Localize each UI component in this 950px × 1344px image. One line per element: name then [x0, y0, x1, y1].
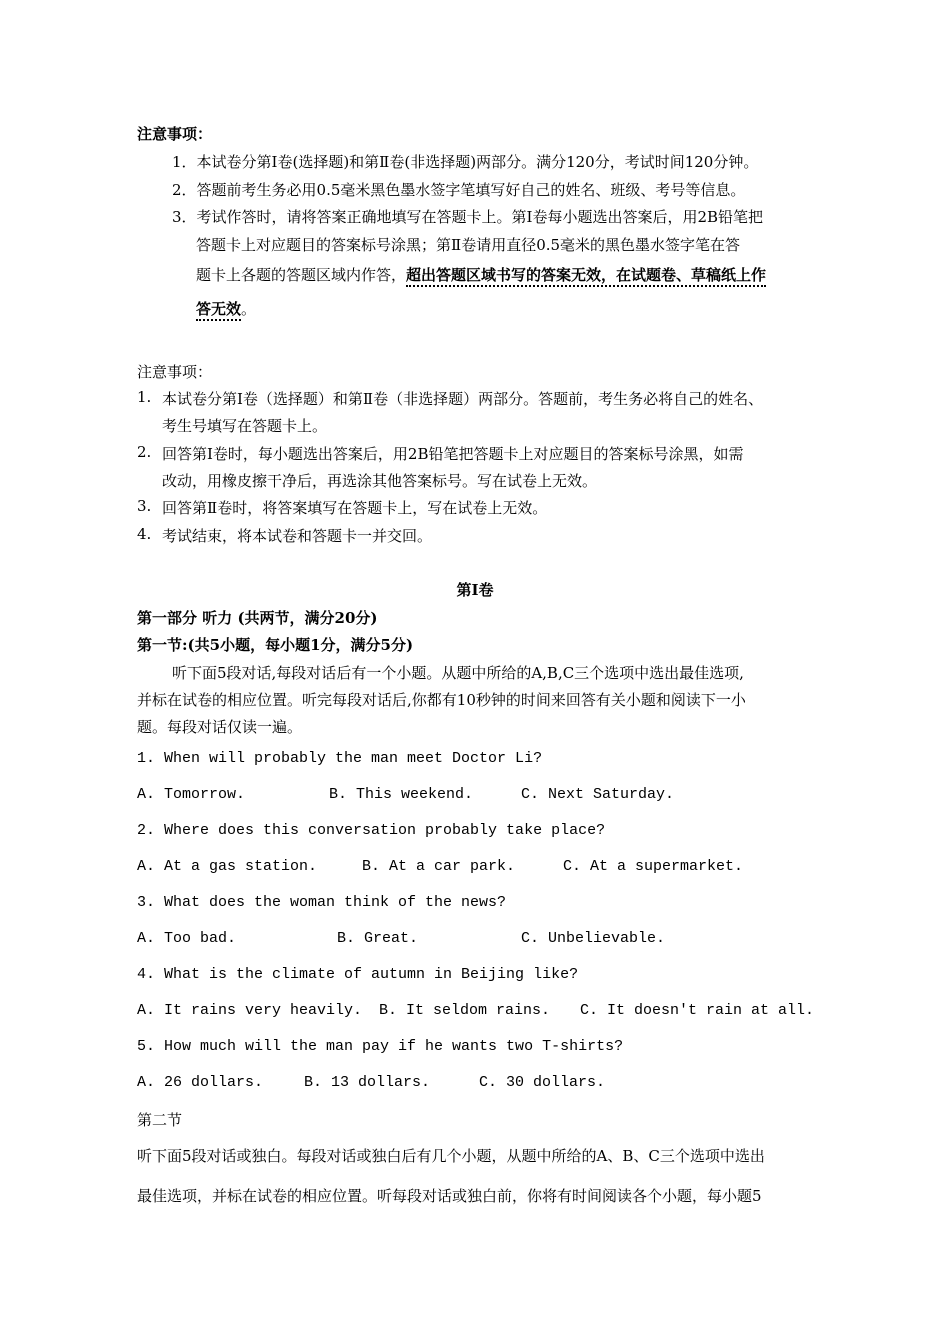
notice2-item-4-num: 4. [137, 525, 152, 543]
section1-title: 第一节:(共5小题，每小题1分，满分5分) [137, 636, 414, 654]
notice1-item-1: 1．本试卷分第Ⅰ卷(选择题)和第Ⅱ卷(非选择题)两部分。满分120分，考试时间120分钟。 [172, 153, 759, 171]
notice2-item-2-num: 2. [137, 443, 152, 461]
section2-intro-line2: 最佳选项，并标在试卷的相应位置。听每段对话或独白前，你将有时间阅读各个小题，每小题5 [137, 1187, 762, 1205]
notice1-item-3-line4 [196, 298, 256, 319]
question-4-option-a: A. It rains very heavily. [137, 1002, 363, 1019]
notice1-title: 注意事项： [137, 125, 213, 143]
part1-title: 第一部分 听力 (共两节，满分20分) [137, 609, 378, 627]
question-1-option-b: B. This weekend. [329, 786, 474, 803]
question-2-option-b: B. At a car park. [362, 858, 516, 875]
notice1-emphasis-1: 超出答题区域书写的答案无效，在试题卷、草稿纸上作 [406, 266, 766, 287]
volume-title: 第Ⅰ卷 [456, 581, 494, 599]
notice2-item-1-line2: 考生号填写在答题卡上。 [162, 417, 328, 435]
notice1-item-3-end: 。 [241, 300, 257, 318]
question-1: 1. When will probably the man meet Doctor Li? [137, 750, 543, 767]
notice2-item-4-line1: 考试结束，将本试卷和答题卡一并交回。 [162, 527, 433, 545]
question-3-option-c: C. Unbelievable. [521, 930, 666, 947]
question-5-option-b: B. 13 dollars. [304, 1074, 431, 1091]
question-4-option-c: C. It doesn't rain at all. [580, 1002, 815, 1019]
notice1-item-3: 3．考试作答时，请将答案正确地填写在答题卡上。第Ⅰ卷每小题选出答案后，用2B铅笔把 [172, 208, 764, 226]
section2-intro-line1: 听下面5段对话或独白。每段对话或独白后有几个小题，从题中所给的A、B、C三个选项中选出 [137, 1147, 765, 1165]
notice1-item-2: 2．答题前考生务必用0.5毫米黑色墨水签字笔填写好自己的姓名、班级、考号等信息。 [172, 181, 746, 199]
question-2: 2. Where does this conversation probably take place? [137, 822, 606, 839]
question-4: 4. What is the climate of autumn in Beijing like? [137, 966, 579, 983]
question-3-option-b: B. Great. [337, 930, 419, 947]
notice1-item-3-line3 [196, 264, 766, 285]
question-2-option-c: C. At a supermarket. [563, 858, 744, 875]
question-4-option-b: B. It seldom rains. [379, 1002, 551, 1019]
question-3: 3. What does the woman think of the news? [137, 894, 507, 911]
notice1-item-3-line2: 答题卡上对应题目的答案标号涂黑；第Ⅱ卷请用直径0.5毫米的黑色墨水签字笔在答 [196, 236, 741, 254]
notice2-item-2-line2: 改动，用橡皮擦干净后，再选涂其他答案标号。写在试卷上无效。 [162, 472, 598, 490]
question-5-option-c: C. 30 dollars. [479, 1074, 606, 1091]
question-5: 5. How much will the man pay if he wants two T-shirts? [137, 1038, 624, 1055]
notice1-item-3-line3-plain: 题卡上各题的答题区域内作答， [196, 266, 407, 284]
section2-title: 第二节 [137, 1111, 183, 1129]
section1-intro-line3: 题。每段对话仅读一遍。 [137, 718, 303, 736]
notice2-item-3-line1: 回答第Ⅱ卷时，将答案填写在答题卡上，写在试卷上无效。 [162, 499, 548, 517]
question-1-option-c: C. Next Saturday. [521, 786, 675, 803]
notice2-item-1-line1: 本试卷分第Ⅰ卷（选择题）和第Ⅱ卷（非选择题）两部分。答题前，考生务必将自己的姓名、 [162, 390, 764, 408]
notice2-item-3-num: 3. [137, 497, 152, 515]
notice2-item-2-line1: 回答第Ⅰ卷时，每小题选出答案后，用2B铅笔把答题卡上对应题目的答案标号涂黑，如需 [162, 445, 744, 463]
question-5-option-a: A. 26 dollars. [137, 1074, 264, 1091]
question-2-option-a: A. At a gas station. [137, 858, 318, 875]
notice2-title: 注意事项： [137, 363, 213, 381]
notice2-item-1-num: 1. [137, 388, 152, 406]
question-3-option-a: A. Too bad. [137, 930, 237, 947]
notice1-emphasis-2: 答无效 [196, 300, 241, 321]
section1-intro-line2: 并标在试卷的相应位置。听完每段对话后,你都有10秒钟的时间来回答有关小题和阅读下一小 [137, 691, 746, 709]
question-1-option-a: A. Tomorrow. [137, 786, 246, 803]
section1-intro-line1: 听下面5段对话,每段对话后有一个小题。从题中所给的A,B,C三个选项中选出最佳选项, [172, 664, 744, 682]
